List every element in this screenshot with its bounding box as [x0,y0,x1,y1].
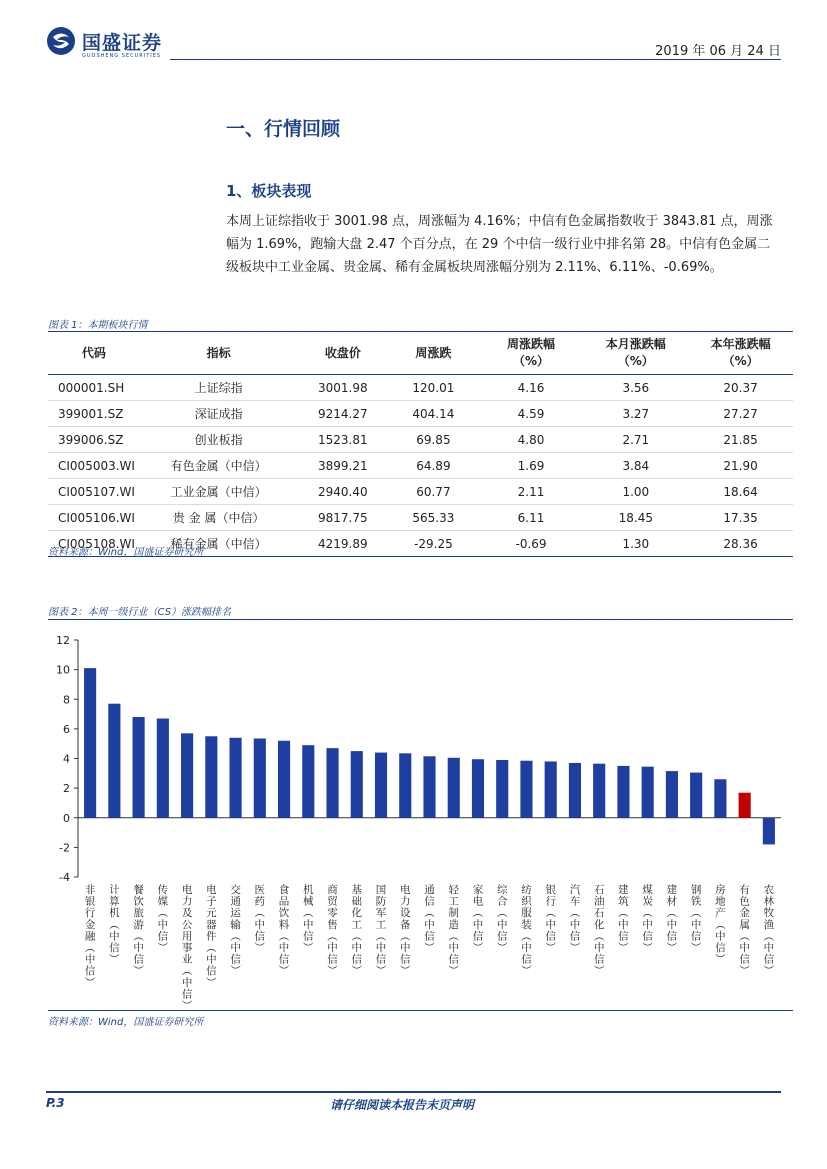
col-header-weekly-pct: 周涨跌幅 （%） [479,332,584,375]
cell-index: 上证综指 [140,375,298,401]
bar [254,739,266,818]
bar [763,818,775,845]
x-tick-label: 医药︵中信︶ [254,884,266,954]
table-row [48,427,793,453]
cell-close: 9214.27 [297,401,388,427]
x-tick-label: 非银行金融︵中信︶ [84,884,96,989]
cell-ytd-pct: 21.85 [688,427,793,453]
figure2-bottom-rule [48,1010,793,1011]
table-row [48,401,793,427]
col-header-index: 指标 [140,332,298,375]
cell-ytd-pct: 17.35 [688,505,793,531]
cell-weekly-pct: 4.59 [479,401,584,427]
cell-weekly-pct: 2.11 [479,479,584,505]
bar [181,733,193,817]
x-tick-label: 石油石化︵中信︶ [593,884,605,978]
bar [472,759,484,818]
cell-code: CI005003.WI [48,453,140,479]
y-tick-label: 6 [63,722,70,736]
x-tick-label: 农林牧渔︵中信︶ [763,884,775,978]
summary-paragraph: 本周上证综指收于 3001.98 点，周涨幅为 4.16%；中信有色金属指数收于 3843.81 点，周涨幅为 1.69%，跑输大盘 2.47 个百分点，在 29 个中信一级行业中排名第 28。中信有色金属二级板块中工业金属、贵金属、稀有金属板块周涨幅分别为 2.11%、6.11%、-0.69%。 [226,214,773,275]
y-tick-label: 10 [56,663,70,677]
cell-weekly-change: 565.33 [388,505,478,531]
x-tick-label: 汽车︵中信︶ [569,884,581,954]
cell-monthly-pct: 1.00 [583,479,688,505]
cell-weekly-change: 60.77 [388,479,478,505]
bar [423,756,435,817]
cell-index: 有色金属（中信） [140,453,298,479]
bar [230,738,242,818]
cell-weekly-pct: 4.80 [479,427,584,453]
cell-monthly-pct: 2.71 [583,427,688,453]
cell-close: 1523.81 [297,427,388,453]
industry-bar-chart [48,625,793,1010]
bar [375,753,387,818]
x-tick-label: 建筑︵中信︶ [618,884,629,954]
footer-disclaimer: 请仔细阅读本报告末页声明 [330,1098,475,1112]
bar [569,763,581,818]
subsection-heading: 1、板块表现 [226,182,312,200]
logo-subtext: GUOSHENG SECURITIES [82,53,162,59]
cell-index: 创业板指 [140,427,298,453]
cell-weekly-pct: -0.69 [479,531,584,557]
bar [108,704,120,818]
x-tick-label: 银行︵中信︶ [545,884,556,954]
cell-code: 399001.SZ [48,401,140,427]
x-tick-label: 传媒︵中信︶ [157,884,169,954]
x-tick-label: 有色金属︵中信︶ [739,884,750,978]
bar [399,753,411,817]
cell-monthly-pct: 3.56 [583,375,688,401]
logo-text: 国盛证券 [82,32,163,54]
x-tick-label: 综合︵中信︶ [496,884,508,954]
x-tick-label: 食品饮料︵中信︶ [278,884,290,978]
x-tick-label: 房地产︵中信︶ [715,884,726,966]
cell-weekly-change: 404.14 [388,401,478,427]
table1-title: 图表 1：本期板块行情 [48,320,148,331]
x-tick-label: 建材︵中信︶ [666,884,678,954]
cell-ytd-pct: 20.37 [688,375,793,401]
x-tick-label: 计算机︵中信︶ [109,884,120,966]
report-date: 2019 年 06 月 24 日 [655,44,781,59]
x-tick-label: 电力及公用事业︵中信︶ [181,884,193,1010]
bar [205,736,217,817]
y-tick-label: 12 [56,634,70,647]
cell-weekly-pct: 4.16 [479,375,584,401]
cell-code: CI005106.WI [48,505,140,531]
bar [739,793,751,818]
cell-weekly-pct: 6.11 [479,505,584,531]
y-tick-label: 4 [63,752,70,766]
cell-monthly-pct: 18.45 [583,505,688,531]
header-divider [170,59,781,60]
bar [351,751,363,818]
x-tick-label: 国防军工︵中信︶ [375,884,387,978]
bar [133,717,145,818]
bar [496,760,508,818]
x-tick-label: 餐饮旅游︵中信︶ [133,884,144,978]
cell-close: 4219.89 [297,531,388,557]
cell-monthly-pct: 3.27 [583,401,688,427]
x-tick-label: 机械︵中信︶ [303,884,314,954]
bar [278,741,290,818]
col-header-ytd-pct: 本年涨跌幅 （%） [688,332,793,375]
bar [690,773,702,818]
cell-weekly-change: 69.85 [388,427,478,453]
y-tick-label: 8 [63,693,70,707]
cell-ytd-pct: 21.90 [688,453,793,479]
col-header-close: 收盘价 [297,332,388,375]
cell-close: 2940.40 [297,479,388,505]
col-header-weekly-change: 周涨跌 [388,332,478,375]
bar [302,745,314,818]
cell-ytd-pct: 27.27 [688,401,793,427]
cell-weekly-change: -29.25 [388,531,478,557]
x-tick-label: 煤炭︵中信︶ [642,884,653,954]
y-tick-label: -4 [59,871,70,884]
market-table [48,332,793,557]
cell-weekly-change: 120.01 [388,375,478,401]
company-logo [46,26,176,60]
table-row [48,505,793,531]
cell-ytd-pct: 18.64 [688,479,793,505]
figure2-source: 资料来源：Wind，国盛证券研究所 [48,1017,204,1028]
cell-close: 9817.75 [297,505,388,531]
x-tick-label: 商贸零售︵中信︶ [327,884,338,978]
y-tick-label: -2 [59,841,70,855]
cell-monthly-pct: 3.84 [583,453,688,479]
x-tick-label: 电力设备︵中信︶ [400,884,411,978]
cell-index: 稀有金属（中信） [140,531,298,557]
table-header-row [48,332,793,375]
logo-mark-icon [46,26,76,56]
bar [642,767,654,818]
bar [714,779,726,818]
figure2-title: 图表 2：本周一级行业（CS）涨跌幅排名 [48,607,232,618]
bar [326,748,338,818]
x-tick-label: 轻工制造︵中信︶ [448,884,459,978]
cell-index: 工业金属（中信） [140,479,298,505]
y-tick-label: 0 [63,811,70,825]
bar [593,764,605,818]
cell-weekly-change: 64.89 [388,453,478,479]
x-tick-label: 通信︵中信︶ [424,884,435,954]
cell-ytd-pct: 28.36 [688,531,793,557]
page-number: P.3 [46,1096,65,1110]
footer-divider [46,1091,781,1093]
bar [157,719,169,818]
y-tick-label: 2 [63,782,70,796]
bar [617,766,629,818]
bar [448,758,460,818]
cell-code: CI005107.WI [48,479,140,505]
x-tick-label: 电子元器件︵中信︶ [206,884,217,989]
table-row [48,479,793,505]
bar [520,761,532,818]
bar [545,761,557,817]
bar [666,771,678,818]
col-header-code: 代码 [48,332,140,375]
x-tick-label: 交通运输︵中信︶ [230,884,241,978]
x-tick-label: 基础化工︵中信︶ [351,884,363,978]
cell-close: 3899.21 [297,453,388,479]
bar [84,668,96,818]
section-heading: 一、行情回顾 [226,118,341,140]
cell-close: 3001.98 [297,375,388,401]
table-row [48,375,793,401]
cell-code: 000001.SH [48,375,140,401]
col-header-monthly-pct: 本月涨跌幅 （%） [583,332,688,375]
table1-source: 资料来源：Wind，国盛证券研究所 [48,547,204,558]
cell-monthly-pct: 1.30 [583,531,688,557]
table-row [48,453,793,479]
cell-code: 399006.SZ [48,427,140,453]
x-tick-label: 钢铁︵中信︶ [690,884,702,954]
x-tick-label: 纺织服装︵中信︶ [521,884,532,978]
cell-index: 深证成指 [140,401,298,427]
cell-index: 贵 金 属（中信） [140,505,298,531]
cell-weekly-pct: 1.69 [479,453,584,479]
cell-code: CI005108.WI [48,531,140,557]
figure2-top-rule [48,619,793,620]
x-tick-label: 家电︵中信︶ [472,884,484,954]
